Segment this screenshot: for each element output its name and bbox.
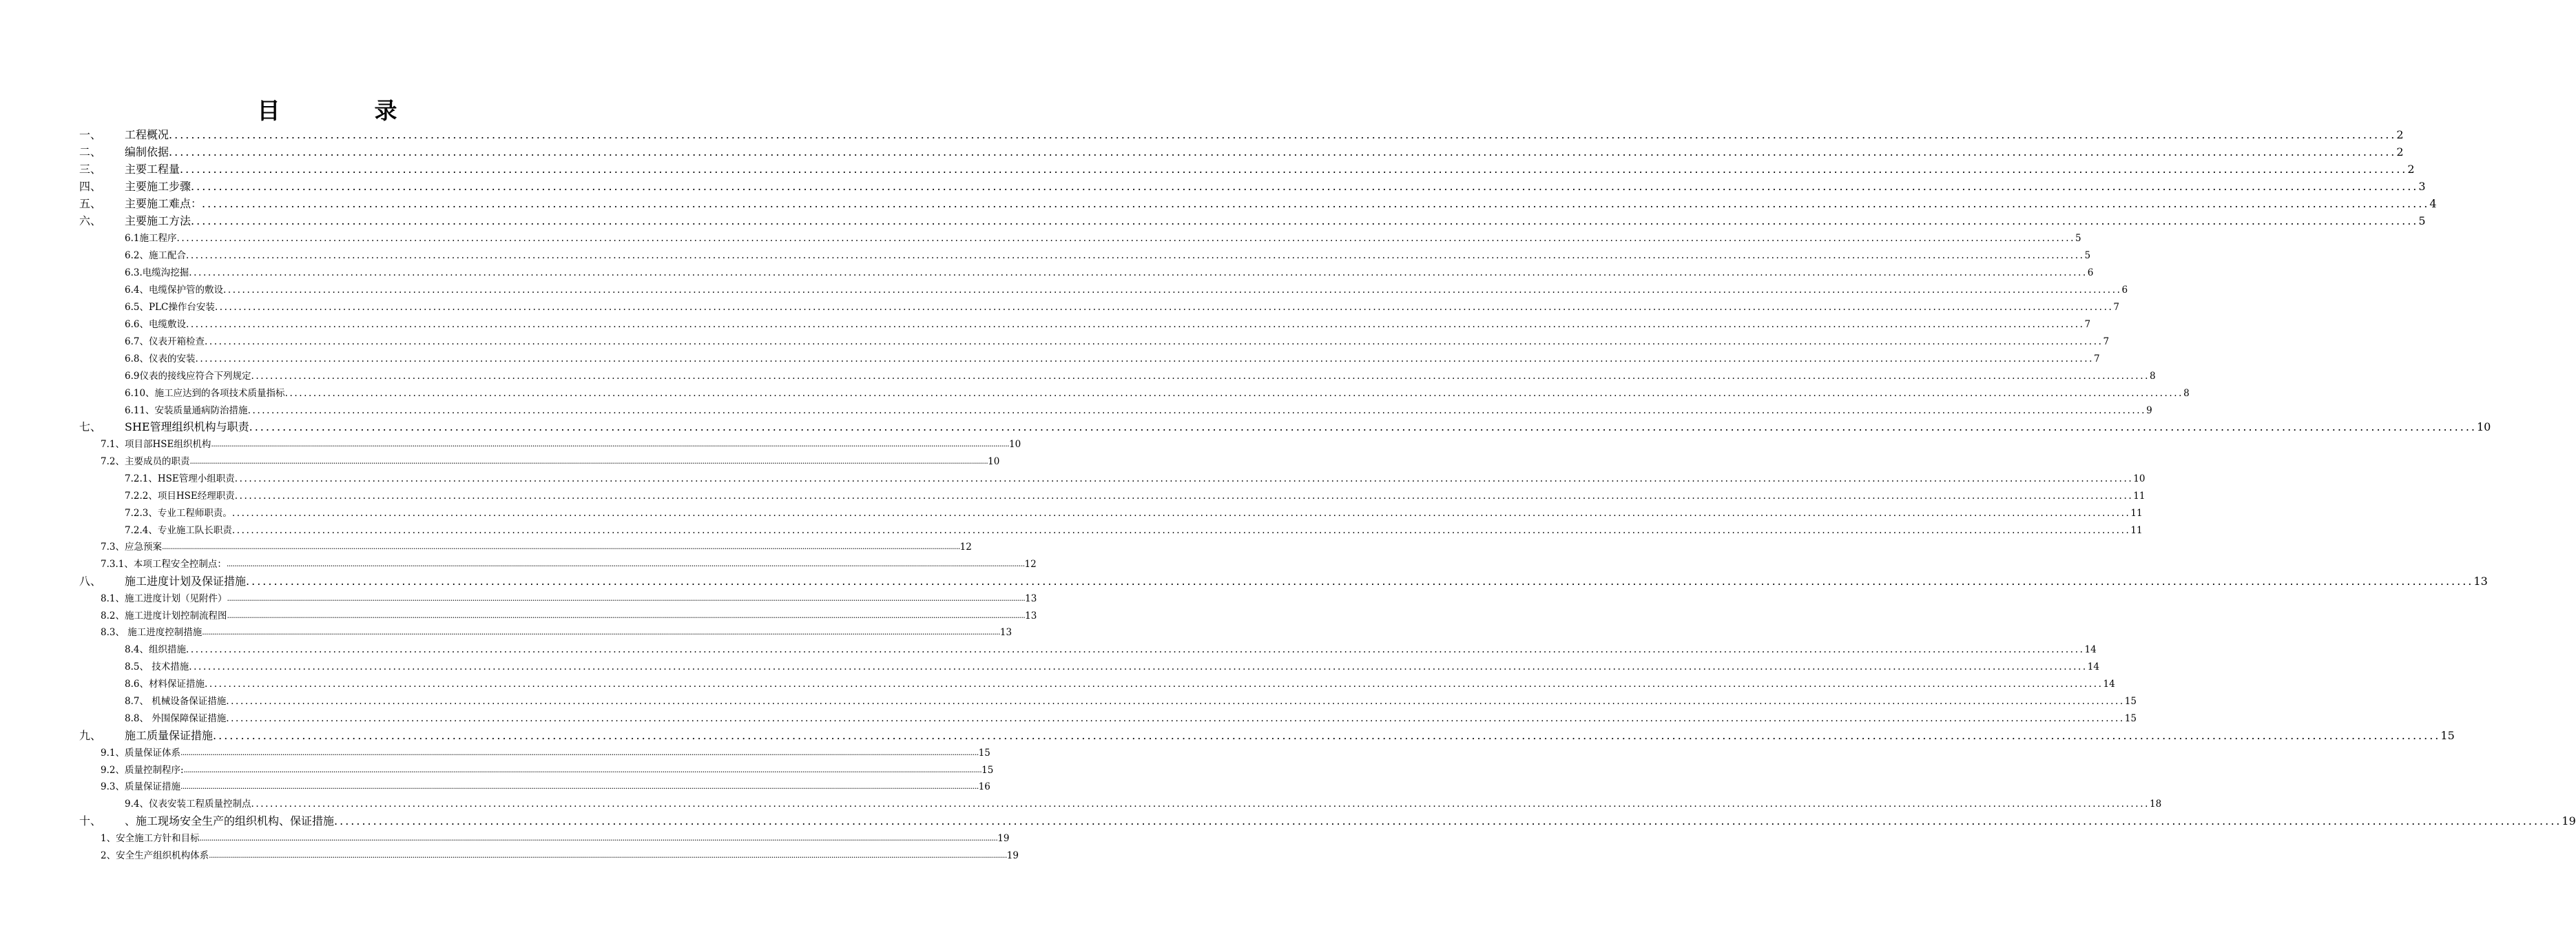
toc-leader-dots: ................................................................................................................................................................................................................................................................................................................................................................................................................ xyxy=(234,473,2134,484)
toc-page-number: 7 xyxy=(2084,319,2091,330)
toc-entry-label: 、施工现场安全生产的组织机构、保证措施 xyxy=(125,814,335,827)
toc-page-number: 5 xyxy=(2418,214,2426,227)
toc-leader-dots: ................................................................................................................................................................................................................................................................................................................................................................................................................ xyxy=(227,611,1026,620)
toc-leader-dots: ................................................................................................................................................................................................................................................................................................................................................................................................................ xyxy=(180,782,979,791)
toc-leader-dots: ................................................................................................................................................................................................................................................................................................................................................................................................................ xyxy=(234,491,2134,502)
toc-entry-label: 6.3.电缆沟挖掘 xyxy=(125,267,189,278)
toc-leader-dots: ................................................................................................................................................................................................................................................................................................................................................................................................................ xyxy=(183,765,982,774)
toc-leader-dots: ................................................................................................................................................................................................................................................................................................................................................................................................................ xyxy=(211,440,1009,449)
toc-leader-dots: ................................................................................................................................................................................................................................................................................................................................................................................................................ xyxy=(226,696,2125,707)
toc-entry[interactable] xyxy=(125,368,2156,384)
toc-entry-text xyxy=(79,213,191,229)
toc-entry-label: 8.2、施工进度计划控制流程图 xyxy=(101,610,227,621)
toc-leader-dots: ................................................................................................................................................................................................................................................................................................................................................................................................................ xyxy=(180,163,2408,176)
toc-leader-dots: ................................................................................................................................................................................................................................................................................................................................................................................................................ xyxy=(334,814,2562,827)
toc-entry-label: 9.3、质量保证措施 xyxy=(101,781,180,792)
toc-entry[interactable] xyxy=(125,230,2081,247)
toc-page-number: 13 xyxy=(999,627,1012,638)
toc-entry[interactable] xyxy=(125,796,2162,812)
toc-entry[interactable] xyxy=(125,333,2110,350)
toc-page-number: 5 xyxy=(2075,233,2081,244)
toc-page-number: 10 xyxy=(2133,473,2146,484)
toc-entry-label: 7.2.3、专业工程师职责。 xyxy=(125,508,232,519)
toc-entry[interactable] xyxy=(79,127,2404,143)
toc-leader-dots: ................................................................................................................................................................................................................................................................................................................................................................................................................ xyxy=(185,644,2085,655)
toc-entry-label: 9.2、质量控制程序: xyxy=(101,765,184,776)
toc-entry-number: 三、 xyxy=(79,163,102,176)
toc-entry[interactable] xyxy=(101,745,990,761)
toc-entry-text xyxy=(125,488,235,504)
toc-page-number: 11 xyxy=(2130,508,2143,519)
toc-entry-label: 7.2.1、HSE管理小组职责 xyxy=(125,473,235,484)
toc-page-number: 12 xyxy=(1024,559,1037,570)
toc-page-number: 11 xyxy=(2133,491,2146,502)
toc-entry[interactable] xyxy=(79,728,2455,744)
toc-entry-number: 四、 xyxy=(79,180,102,193)
toc-entry[interactable] xyxy=(125,659,2099,675)
toc-entry-text xyxy=(125,265,189,281)
toc-page-number: 16 xyxy=(978,781,990,792)
toc-page-number: 18 xyxy=(2150,799,2162,810)
toc-entry-label: 2、安全生产组织机构体系 xyxy=(101,850,209,861)
toc-entry[interactable] xyxy=(125,265,2094,281)
toc-entry-label: 8.8、 外围保障保证措施 xyxy=(125,713,227,724)
toc-entry-text xyxy=(125,505,232,522)
toc-page-number: 13 xyxy=(1025,610,1037,621)
toc-entry-label: 主要施工方法 xyxy=(125,214,191,227)
toc-entry[interactable] xyxy=(101,608,1037,624)
toc-entry-number: 九、 xyxy=(79,729,102,742)
toc-entry[interactable] xyxy=(101,624,1012,641)
toc-entry-text xyxy=(125,299,215,316)
toc-entry-label: 9.1、质量保证体系 xyxy=(101,748,180,759)
toc-leader-dots: ................................................................................................................................................................................................................................................................................................................................................................................................................ xyxy=(246,575,2474,588)
toc-entry[interactable] xyxy=(101,762,994,779)
toc-entry-text xyxy=(101,608,227,624)
toc-entry[interactable] xyxy=(101,830,1010,847)
toc-entry-label: 8.6、材料保证措施 xyxy=(125,679,205,690)
toc-page-number: 19 xyxy=(2562,814,2576,827)
toc-page-number: 15 xyxy=(981,765,994,776)
toc-entry-text xyxy=(125,282,223,298)
toc-leader-dots: ................................................................................................................................................................................................................................................................................................................................................................................................................ xyxy=(185,319,2085,330)
toc-entry-text xyxy=(125,351,195,367)
toc-entry-label: 6.10、施工应达到的各项技术质量指标 xyxy=(125,388,285,399)
toc-entry-text xyxy=(79,728,213,744)
toc-entry-number: 十、 xyxy=(79,814,102,827)
toc-entry-text xyxy=(101,830,200,847)
toc-entry-text xyxy=(101,436,211,453)
toc-entry[interactable] xyxy=(101,590,1037,607)
toc-entry-text xyxy=(125,402,248,419)
toc-page-number: 15 xyxy=(2440,729,2455,742)
toc-page-number: 7 xyxy=(2113,302,2119,313)
toc-entry-text xyxy=(125,368,251,384)
toc-leader-dots: ................................................................................................................................................................................................................................................................................................................................................................................................................ xyxy=(251,799,2150,810)
toc-leader-dots: ................................................................................................................................................................................................................................................................................................................................................................................................................ xyxy=(189,661,2088,672)
toc-page-number: 5 xyxy=(2084,250,2091,261)
toc-page-number: 15 xyxy=(978,748,990,759)
toc-leader-dots: ................................................................................................................................................................................................................................................................................................................................................................................................................ xyxy=(226,713,2125,724)
toc-entry-label: SHE管理组织机构与职责 xyxy=(125,420,249,433)
toc-leader-dots: ................................................................................................................................................................................................................................................................................................................................................................................................................ xyxy=(189,267,2088,278)
toc-entry[interactable] xyxy=(79,813,2576,830)
toc-entry-text xyxy=(125,247,186,264)
toc-entry-label: 主要工程量 xyxy=(125,163,180,176)
toc-leader-dots: ................................................................................................................................................................................................................................................................................................................................................................................................................ xyxy=(227,594,1026,603)
toc-entry[interactable] xyxy=(125,522,2143,539)
toc-page-number: 7 xyxy=(2103,336,2110,347)
toc-entry[interactable] xyxy=(101,453,1000,470)
toc-entry-label: 主要施工步骤 xyxy=(125,180,191,193)
toc-page-number: 13 xyxy=(1025,593,1037,604)
toc-page-number: 14 xyxy=(2103,679,2115,690)
toc-leader-dots: ................................................................................................................................................................................................................................................................................................................................................................................................................ xyxy=(202,628,1000,637)
toc-entry-label: 7.3.1、本项工程安全控制点： xyxy=(101,559,227,570)
toc-entry-text xyxy=(125,333,205,350)
toc-entry-number: 二、 xyxy=(79,145,102,158)
toc-page-number: 10 xyxy=(988,456,1000,467)
toc-entry[interactable] xyxy=(125,385,2190,402)
toc-entry-label: 7.1、项目部HSE组织机构 xyxy=(101,439,211,450)
toc-page-number: 15 xyxy=(2124,713,2137,724)
toc-page-number: 19 xyxy=(1006,850,1019,861)
toc-entry[interactable] xyxy=(79,196,2437,212)
toc-leader-dots: ................................................................................................................................................................................................................................................................................................................................................................................................................ xyxy=(169,128,2397,141)
toc-entry-label: 8.5、 技术措施 xyxy=(125,661,189,672)
toc-leader-dots: ................................................................................................................................................................................................................................................................................................................................................................................................................ xyxy=(199,834,998,843)
toc-entry[interactable] xyxy=(125,282,2128,298)
toc-entry[interactable] xyxy=(79,213,2426,229)
toc-entry-text xyxy=(101,556,227,573)
toc-entry-text xyxy=(79,161,180,178)
toc-entry-number: 五、 xyxy=(79,197,102,210)
toc-leader-dots: ................................................................................................................................................................................................................................................................................................................................................................................................................ xyxy=(204,336,2104,347)
toc-entry-text xyxy=(125,641,186,658)
toc-entry[interactable] xyxy=(125,505,2143,522)
toc-entry[interactable] xyxy=(101,556,1037,573)
toc-entry-text xyxy=(79,813,334,830)
toc-entry-label: 7.2、主要成员的职责 xyxy=(101,456,190,467)
toc-entry-number: 七、 xyxy=(79,420,102,433)
toc-entry[interactable] xyxy=(79,144,2404,161)
toc-entry-text xyxy=(125,316,186,333)
toc-entry-text xyxy=(101,539,162,555)
toc-entry-text xyxy=(79,144,169,161)
toc-leader-dots: ................................................................................................................................................................................................................................................................................................................................................................................................................ xyxy=(176,233,2075,244)
toc-leader-dots: ................................................................................................................................................................................................................................................................................................................................................................................................................ xyxy=(213,729,2441,742)
toc-leader-dots: ................................................................................................................................................................................................................................................................................................................................................................................................................ xyxy=(247,405,2147,416)
toc-entry[interactable] xyxy=(125,641,2097,658)
toc-entry-text xyxy=(125,659,189,675)
toc-leader-dots: ................................................................................................................................................................................................................................................................................................................................................................................................................ xyxy=(231,525,2131,536)
toc-entry[interactable] xyxy=(125,676,2115,692)
toc-page-number: 4 xyxy=(2429,197,2437,210)
toc-entry-label: 6.2、施工配合 xyxy=(125,250,186,261)
toc-entry-label: 6.8、仪表的安装 xyxy=(125,353,196,364)
toc-entry-label: 8.3、 施工进度控制措施 xyxy=(101,627,202,638)
toc-title: 目 录 xyxy=(257,97,433,124)
toc-entry-text xyxy=(125,471,235,487)
toc-entry-text xyxy=(125,710,226,727)
toc-page-number: 2 xyxy=(2396,145,2404,158)
toc-entry[interactable] xyxy=(101,779,990,795)
toc-entry-text xyxy=(101,624,202,641)
toc-leader-dots: ................................................................................................................................................................................................................................................................................................................................................................................................................ xyxy=(191,214,2419,227)
toc-entry-label: 工程概况 xyxy=(125,128,169,141)
toc-page-number: 2 xyxy=(2396,128,2404,141)
toc-entry-text xyxy=(101,453,189,470)
toc-entry-text xyxy=(101,847,209,864)
toc-entry-label: 施工质量保证措施 xyxy=(125,729,214,742)
toc-entry-text xyxy=(125,230,176,247)
toc-entry-text xyxy=(125,522,232,539)
toc-leader-dots: ................................................................................................................................................................................................................................................................................................................................................................................................................ xyxy=(195,353,2094,364)
toc-leader-dots: ................................................................................................................................................................................................................................................................................................................................................................................................................ xyxy=(231,508,2131,519)
toc-page-number: 14 xyxy=(2084,644,2097,655)
toc-entry[interactable] xyxy=(101,847,1019,864)
toc-entry[interactable] xyxy=(101,436,1021,453)
toc-leader-dots: ................................................................................................................................................................................................................................................................................................................................................................................................................ xyxy=(204,679,2104,690)
toc-entry-text xyxy=(101,745,180,761)
toc-entry[interactable] xyxy=(125,471,2146,487)
toc-entry-label: 7.2.4、专业施工队长职责 xyxy=(125,525,232,536)
toc-page-number: 14 xyxy=(2087,661,2099,672)
toc-leader-dots: ................................................................................................................................................................................................................................................................................................................................................................................................................ xyxy=(185,250,2085,261)
toc-page-number: 3 xyxy=(2418,180,2426,193)
toc-page-number: 8 xyxy=(2150,371,2156,382)
toc-entry-text xyxy=(125,385,285,402)
toc-entry-label: 主要施工难点： xyxy=(125,197,202,210)
toc-entry-label: 1、安全施工方针和目标 xyxy=(101,833,200,844)
toc-page-number: 19 xyxy=(997,833,1010,844)
toc-page-number: 10 xyxy=(2476,420,2491,433)
toc-entry-label: 施工进度计划及保证措施 xyxy=(125,575,247,588)
toc-entry-label: 6.1施工程序 xyxy=(125,233,177,244)
toc-entry-label: 编制依据 xyxy=(125,145,169,158)
toc-leader-dots: ................................................................................................................................................................................................................................................................................................................................................................................................................ xyxy=(222,285,2122,296)
toc-leader-dots: ................................................................................................................................................................................................................................................................................................................................................................................................................ xyxy=(169,145,2397,158)
toc-page-number: 15 xyxy=(2124,696,2137,707)
toc-page-number: 12 xyxy=(959,542,972,553)
toc-leader-dots: ................................................................................................................................................................................................................................................................................................................................................................................................................ xyxy=(249,420,2477,433)
toc-leader-dots: ................................................................................................................................................................................................................................................................................................................................................................................................................ xyxy=(161,542,960,551)
toc-entry-label: 7.2.2、项目HSE经理职责 xyxy=(125,491,235,502)
toc-leader-dots: ................................................................................................................................................................................................................................................................................................................................................................................................................ xyxy=(226,559,1025,568)
toc-entry-label: 7.3、应急预案 xyxy=(101,542,162,553)
toc-entry-text xyxy=(79,178,191,195)
toc-leader-dots: ................................................................................................................................................................................................................................................................................................................................................................................................................ xyxy=(214,302,2114,313)
toc-entry[interactable] xyxy=(125,247,2091,264)
toc-page-number: 9 xyxy=(2146,405,2152,416)
toc-entry[interactable] xyxy=(125,488,2146,504)
toc-entry-number: 八、 xyxy=(79,575,102,588)
toc-leader-dots: ................................................................................................................................................................................................................................................................................................................................................................................................................ xyxy=(284,388,2184,399)
toc-page-number: 11 xyxy=(2130,525,2143,536)
toc-entry-label: 8.7、 机械设备保证措施 xyxy=(125,696,227,707)
toc-leader-dots: ................................................................................................................................................................................................................................................................................................................................................................................................................ xyxy=(209,851,1007,860)
toc-entry-label: 6.11、安装质量通病防治措施 xyxy=(125,405,248,416)
toc-entry[interactable] xyxy=(79,573,2488,590)
toc-leader-dots: ................................................................................................................................................................................................................................................................................................................................................................................................................ xyxy=(189,457,988,466)
toc-entry-text xyxy=(101,762,184,779)
toc-leader-dots: ................................................................................................................................................................................................................................................................................................................................................................................................................ xyxy=(180,748,979,757)
toc-entry-label: 8.4、组织措施 xyxy=(125,644,186,655)
toc-page-number: 13 xyxy=(2473,575,2488,588)
toc-page-number: 7 xyxy=(2094,353,2100,364)
toc-entry-label: 6.9仪表的接线应符合下列规定 xyxy=(125,371,251,382)
toc-entry-text xyxy=(125,693,226,710)
toc-entry-text xyxy=(79,127,169,143)
toc-entry-text xyxy=(101,779,180,795)
toc-entry-label: 8.1、施工进度计划（见附件） xyxy=(101,593,227,604)
toc-entry-text xyxy=(101,590,227,607)
toc-entry[interactable] xyxy=(79,178,2426,195)
toc-entry-label: 6.6、电缆敷设 xyxy=(125,319,186,330)
toc-entry-text xyxy=(125,676,205,692)
toc-entry[interactable] xyxy=(79,161,2415,178)
toc-page-number: 10 xyxy=(1009,439,1021,450)
toc-entry[interactable] xyxy=(125,693,2137,710)
toc-entry-text xyxy=(125,796,251,812)
toc-entry-number: 六、 xyxy=(79,214,102,227)
toc-entry-label: 9.4、仪表安装工程质量控制点 xyxy=(125,799,251,810)
toc-page-number: 6 xyxy=(2087,267,2094,278)
toc-entry-label: 6.4、电缆保护管的敷设 xyxy=(125,285,223,296)
toc-leader-dots: ................................................................................................................................................................................................................................................................................................................................................................................................................ xyxy=(202,197,2430,210)
toc-page-number: 2 xyxy=(2407,163,2415,176)
toc-leader-dots: ................................................................................................................................................................................................................................................................................................................................................................................................................ xyxy=(191,180,2419,193)
toc-entry[interactable] xyxy=(125,351,2100,367)
toc-entry-text xyxy=(79,196,202,212)
toc-entry-label: 6.5、PLC操作台安装 xyxy=(125,302,215,313)
toc-entry[interactable] xyxy=(125,402,2152,419)
toc-entry-label: 6.7、仪表开箱检查 xyxy=(125,336,205,347)
toc-entry[interactable] xyxy=(79,419,2491,435)
toc-entry[interactable] xyxy=(125,710,2137,727)
toc-entry-text xyxy=(79,573,246,590)
toc-entry[interactable] xyxy=(101,539,972,555)
toc-entry-text xyxy=(79,419,249,435)
toc-entry[interactable] xyxy=(125,316,2091,333)
toc-entry-number: 一、 xyxy=(79,128,102,141)
toc-entry[interactable] xyxy=(125,299,2119,316)
toc-leader-dots: ................................................................................................................................................................................................................................................................................................................................................................................................................ xyxy=(251,371,2150,382)
toc-page-number: 6 xyxy=(2121,285,2128,296)
toc-page-number: 8 xyxy=(2183,388,2190,399)
